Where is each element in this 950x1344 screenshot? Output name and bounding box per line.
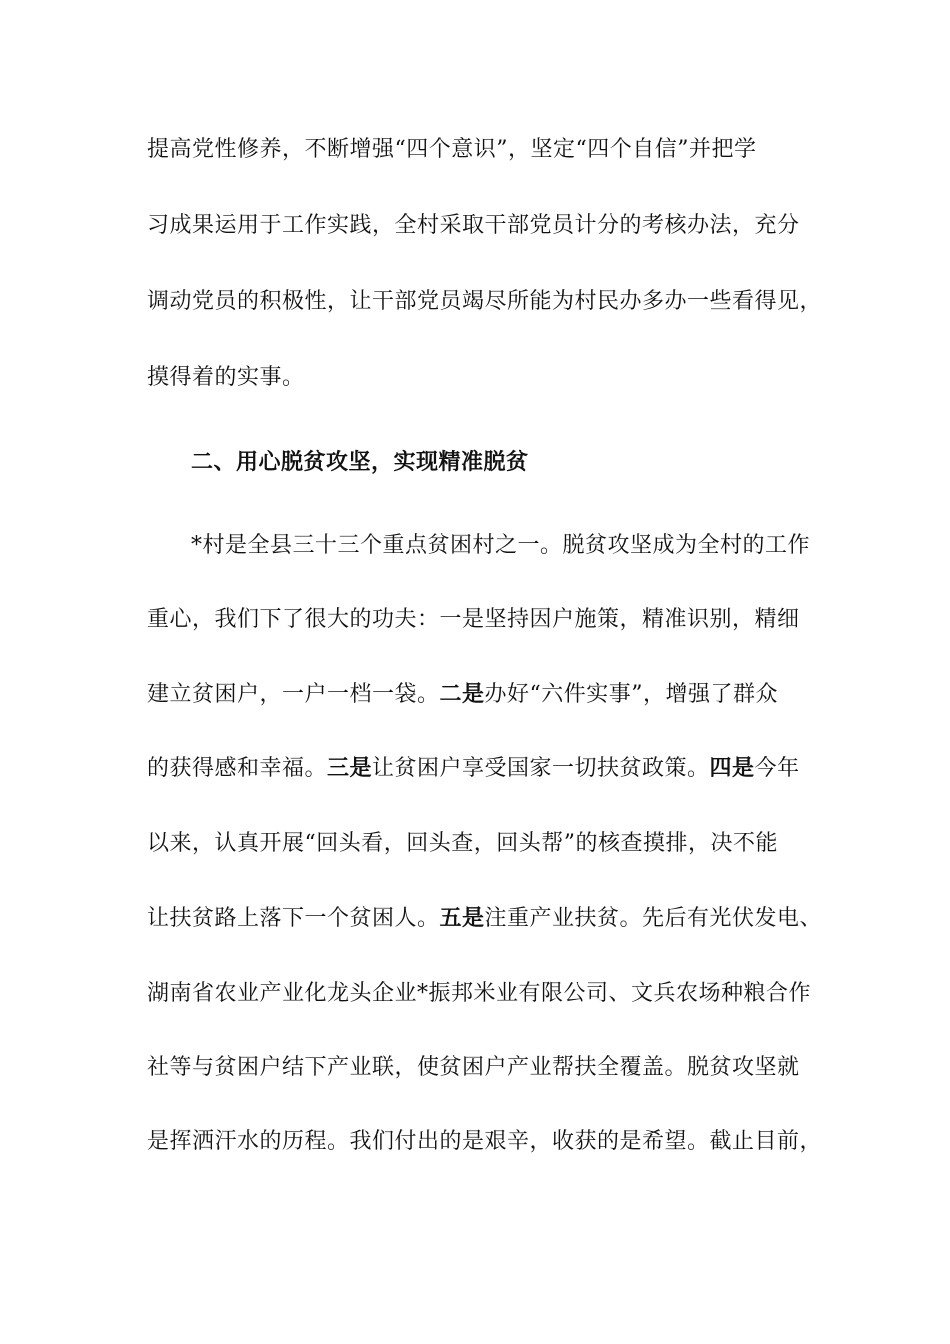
- paragraph-line: *村是全县三十三个重点贫困村之一。脱贫攻坚成为全村的工作: [191, 533, 811, 558]
- section-heading: 二、用心脱贫攻坚，实现精准脱贫: [191, 449, 529, 475]
- paragraph-line: 重心，我们下了很大的功夫：一是坚持因户施策，精准识别，精细: [147, 607, 800, 632]
- bold-text: 五是: [439, 905, 485, 931]
- paragraph-line: 提高党性修养，不断增强“四个意识”，坚定“四个自信”并把学: [147, 137, 757, 162]
- paragraph-line: 调动党员的积极性，让干部党员竭尽所能为村民办多办一些看得见，: [147, 289, 823, 314]
- bold-text: 四是: [709, 755, 755, 781]
- paragraph-line: [147, 754, 800, 783]
- paragraph-line: 湖南省农业产业化龙头企业*振邦米业有限公司、文兵农场种粮合作: [147, 981, 812, 1006]
- paragraph-line: [147, 904, 822, 933]
- bold-text: 三是: [327, 755, 373, 781]
- paragraph-line: [147, 680, 778, 709]
- text-span: 的获得感和幸福。: [147, 756, 328, 781]
- paragraph-line: 摸得着的实事。: [147, 365, 305, 390]
- paragraph-line: 习成果运用于工作实践，全村采取干部党员计分的考核办法，充分: [147, 213, 800, 238]
- text-span: 办好“六件实事”，增强了群众: [484, 682, 779, 707]
- text-span: 今年: [754, 756, 800, 781]
- text-span: 建立贫困户，一户一档一袋。: [147, 682, 440, 707]
- paragraph-line: 是挥洒汗水的历程。我们付出的是艰辛，收获的是希望。截止目前，: [147, 1129, 823, 1154]
- text-span: 让扶贫路上落下一个贫困人。: [147, 906, 440, 931]
- paragraph-line: 社等与贫困户结下产业联，使贫困户产业帮扶全覆盖。脱贫攻坚就: [147, 1055, 800, 1080]
- text-span: 注重产业扶贫。先后有光伏发电、: [484, 906, 823, 931]
- paragraph-line: 以来，认真开展“回头看，回头查，回头帮”的核查摸排，决不能: [147, 831, 778, 856]
- text-span: 让贫困户享受国家一切扶贫政策。: [372, 756, 710, 781]
- bold-text: 二是: [439, 681, 485, 707]
